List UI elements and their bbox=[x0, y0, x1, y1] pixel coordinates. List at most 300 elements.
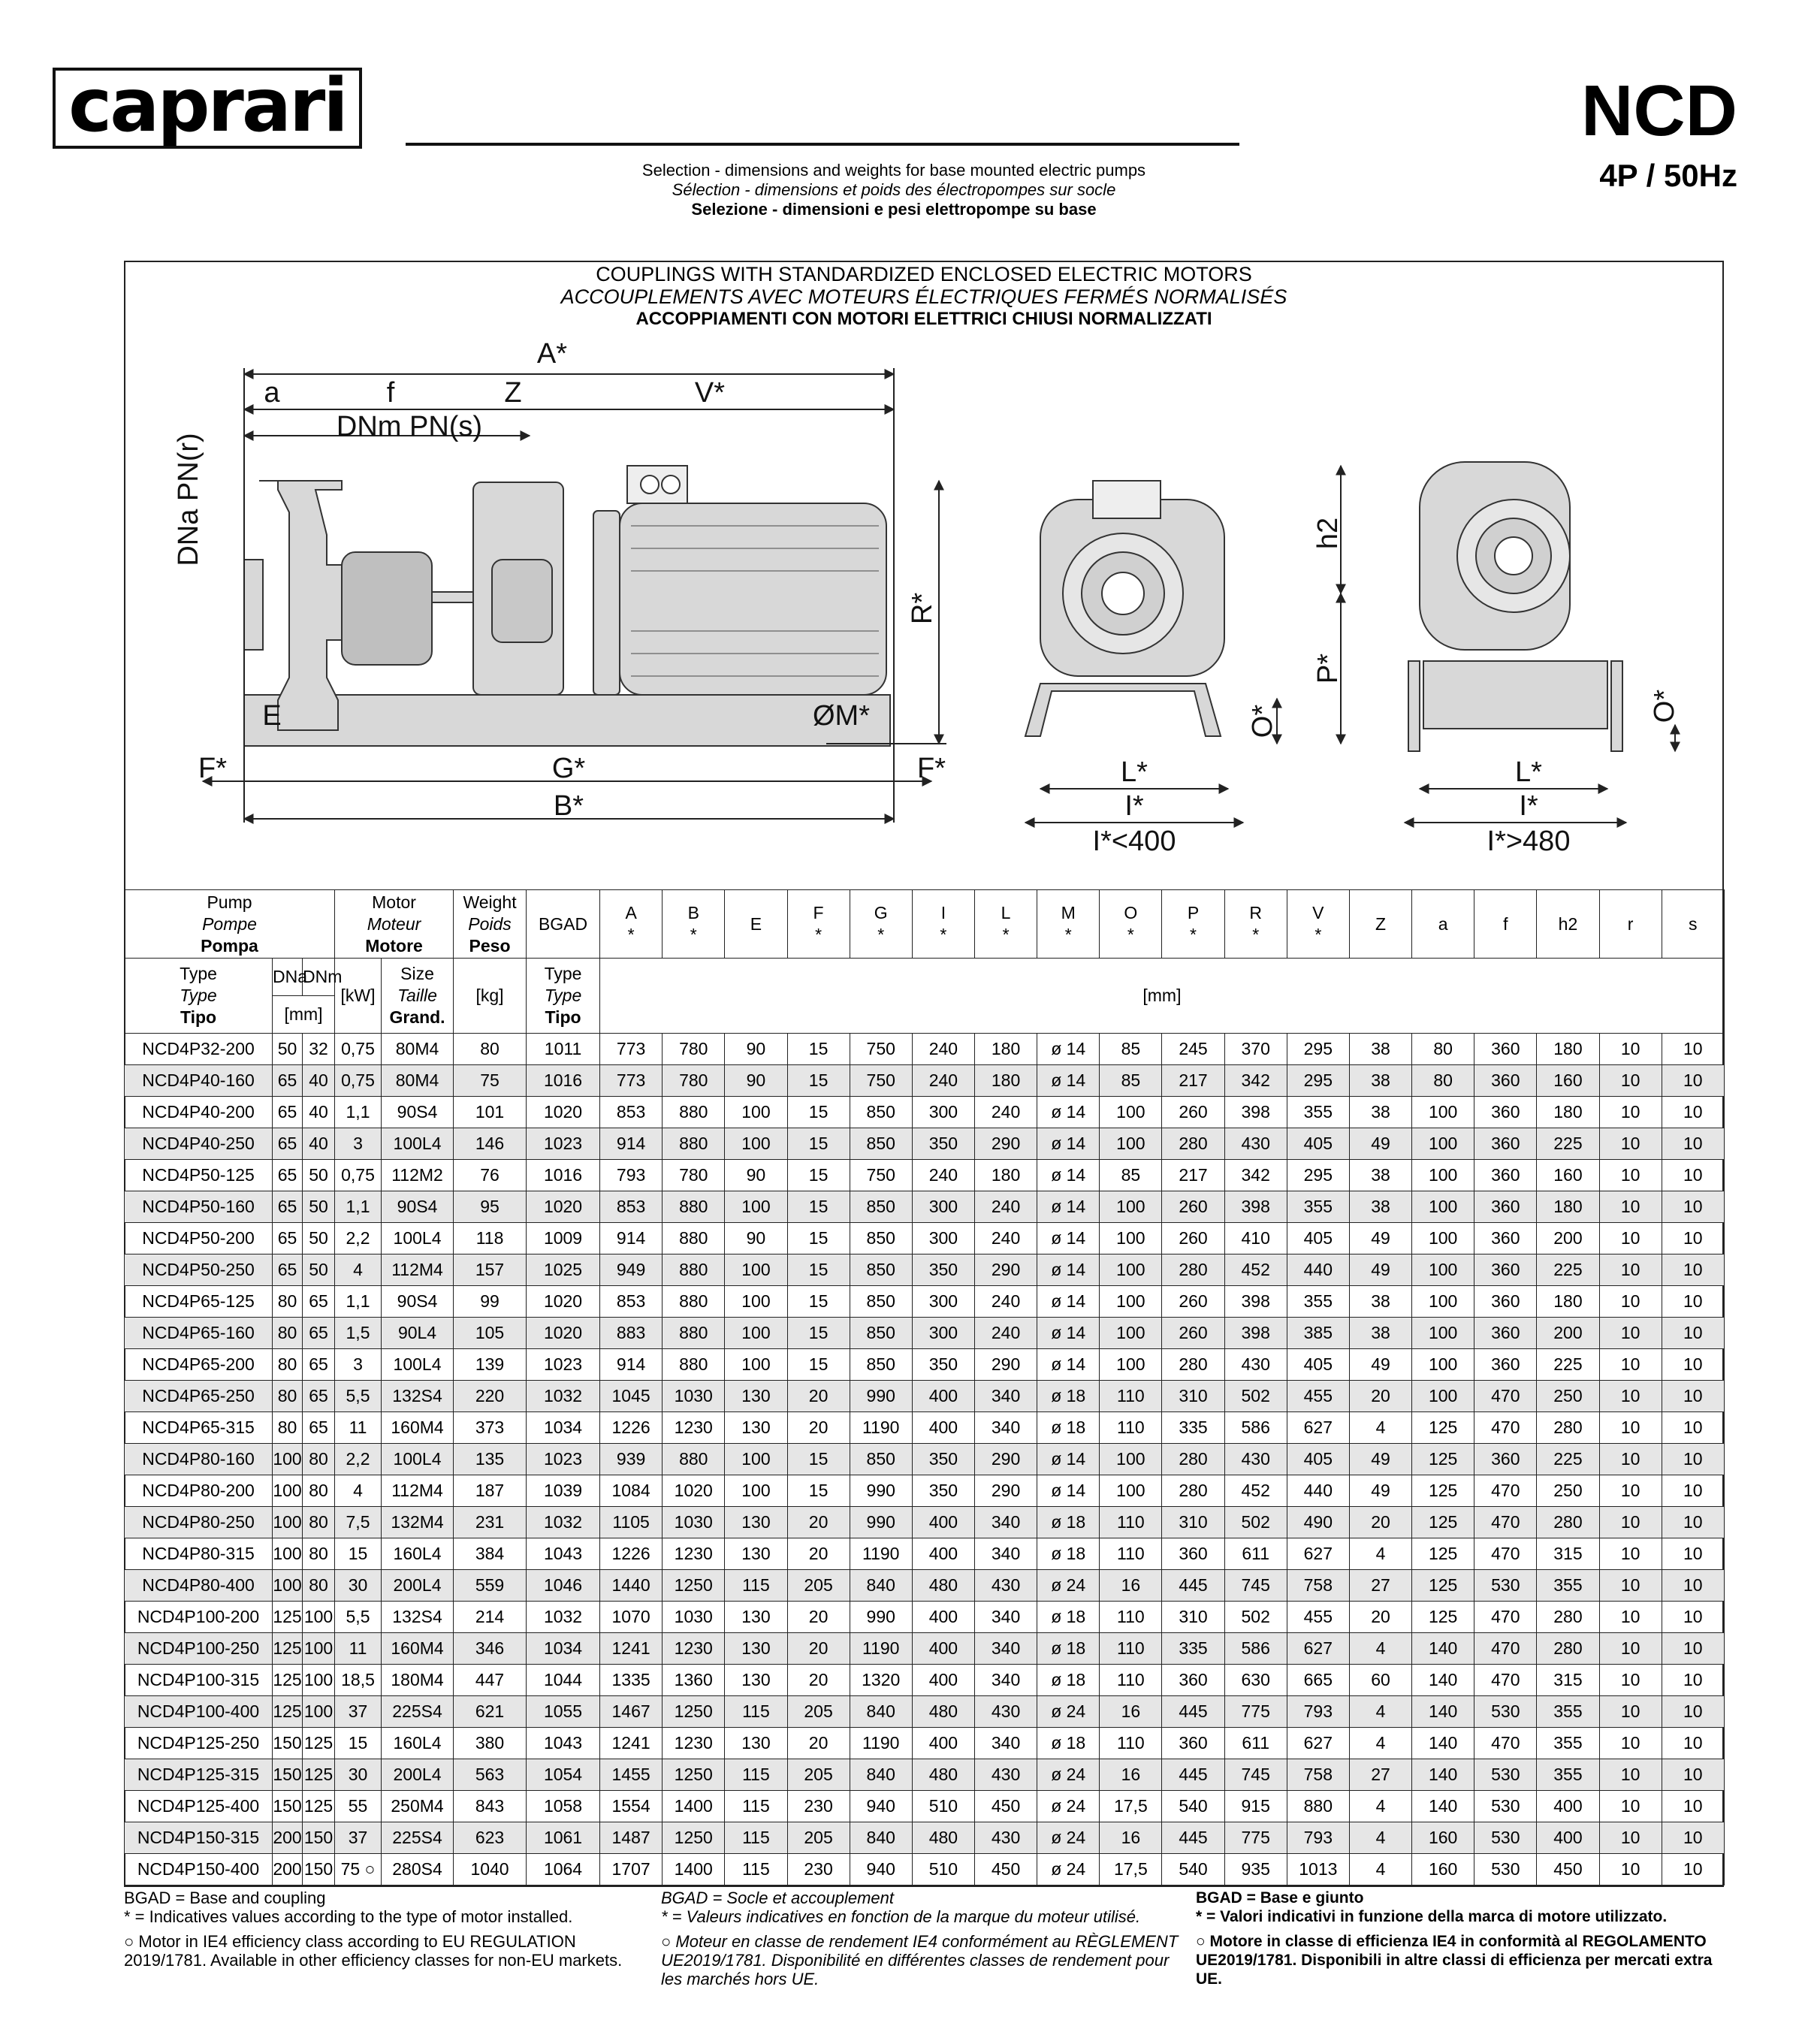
table-cell: 470 bbox=[1474, 1412, 1537, 1444]
table-cell: ø 14 bbox=[1037, 1475, 1100, 1507]
table-cell: 853 bbox=[600, 1286, 663, 1318]
table-cell: 290 bbox=[974, 1475, 1037, 1507]
footer-it bbox=[1196, 1889, 1725, 1988]
header-motor-fr: Moteur bbox=[367, 913, 421, 934]
table-cell: ø 24 bbox=[1037, 1570, 1100, 1602]
table-row bbox=[125, 1286, 1725, 1318]
header-motor-it: Motore bbox=[365, 935, 423, 956]
label-L-large: L* bbox=[1515, 756, 1542, 788]
header-kg: [kg] bbox=[454, 959, 527, 1034]
table-cell: 101 bbox=[454, 1097, 527, 1128]
table-row bbox=[125, 1128, 1725, 1160]
table-cell: 360 bbox=[1474, 1034, 1537, 1065]
table-cell: 1025 bbox=[527, 1254, 600, 1286]
table-cell: 80 bbox=[273, 1412, 303, 1444]
table-cell: 125 bbox=[273, 1633, 303, 1665]
table-cell: 10 bbox=[1662, 1349, 1724, 1381]
table-cell: 90 bbox=[725, 1223, 787, 1254]
baseplate bbox=[244, 695, 890, 746]
table-cell: 16 bbox=[1100, 1570, 1162, 1602]
table-cell: 470 bbox=[1474, 1475, 1537, 1507]
table-cell: 15 bbox=[787, 1097, 850, 1128]
table-cell: 180 bbox=[1537, 1286, 1599, 1318]
table-cell: 30 bbox=[335, 1759, 382, 1791]
table-cell: 16 bbox=[1100, 1822, 1162, 1854]
table-cell: 180 bbox=[1537, 1191, 1599, 1223]
table-cell: 915 bbox=[1224, 1791, 1287, 1822]
table-cell: 100 bbox=[1412, 1286, 1474, 1318]
table-cell: 80 bbox=[303, 1444, 335, 1475]
table-cell: 563 bbox=[454, 1759, 527, 1791]
table-cell: ø 14 bbox=[1037, 1128, 1100, 1160]
pump-type-cell: NCD4P100-200 bbox=[125, 1602, 273, 1633]
table-cell: 125 bbox=[273, 1602, 303, 1633]
table-cell: 132M4 bbox=[382, 1507, 454, 1538]
table-cell: 1241 bbox=[600, 1728, 663, 1759]
table-cell: 1230 bbox=[663, 1538, 725, 1570]
table-cell: 3 bbox=[335, 1349, 382, 1381]
table-cell: ø 14 bbox=[1037, 1065, 1100, 1097]
dim-star: * bbox=[1252, 925, 1260, 944]
table-cell: 1034 bbox=[527, 1412, 600, 1444]
table-row bbox=[125, 1065, 1725, 1097]
header-dim-i bbox=[912, 890, 974, 959]
table-cell: 50 bbox=[273, 1034, 303, 1065]
table-cell: 5,5 bbox=[335, 1381, 382, 1412]
table-cell: 240 bbox=[912, 1034, 974, 1065]
couplings-title bbox=[451, 263, 1397, 331]
table-cell: 110 bbox=[1100, 1412, 1162, 1444]
table-cell: 260 bbox=[1162, 1191, 1224, 1223]
table-cell: 100 bbox=[1412, 1223, 1474, 1254]
table-cell: 11 bbox=[335, 1412, 382, 1444]
table-cell: 490 bbox=[1287, 1507, 1349, 1538]
table-cell: 1045 bbox=[600, 1381, 663, 1412]
table-cell: 300 bbox=[912, 1318, 974, 1349]
table-cell: 115 bbox=[725, 1822, 787, 1854]
table-cell: 340 bbox=[974, 1633, 1037, 1665]
table-cell: 850 bbox=[850, 1286, 912, 1318]
header-pump-fr: Pompe bbox=[202, 913, 257, 934]
table-cell: 217 bbox=[1162, 1160, 1224, 1191]
table-cell: ø 14 bbox=[1037, 1318, 1100, 1349]
header-dim-o bbox=[1100, 890, 1162, 959]
caprari-logo bbox=[53, 63, 362, 149]
table-cell: 10 bbox=[1662, 1759, 1724, 1791]
table-cell: 745 bbox=[1224, 1570, 1287, 1602]
table-row bbox=[125, 1507, 1725, 1538]
table-row bbox=[125, 1223, 1725, 1254]
dim-star: * bbox=[940, 925, 947, 944]
table-cell: 95 bbox=[454, 1191, 527, 1223]
table-cell: 85 bbox=[1100, 1034, 1162, 1065]
table-cell: 80 bbox=[1412, 1034, 1474, 1065]
table-cell: 10 bbox=[1662, 1381, 1724, 1412]
table-row bbox=[125, 1097, 1725, 1128]
table-cell: 38 bbox=[1349, 1318, 1411, 1349]
table-cell: 139 bbox=[454, 1349, 527, 1381]
table-cell: 260 bbox=[1162, 1097, 1224, 1128]
table-cell: 400 bbox=[1537, 1791, 1599, 1822]
header-dim-s bbox=[1662, 890, 1724, 959]
table-cell: 225 bbox=[1537, 1349, 1599, 1381]
dim-label: r bbox=[1627, 913, 1634, 934]
table-cell: 10 bbox=[1662, 1854, 1724, 1885]
table-cell: 115 bbox=[725, 1696, 787, 1728]
table-cell: 502 bbox=[1224, 1602, 1287, 1633]
table-cell: 20 bbox=[787, 1412, 850, 1444]
table-cell: 10 bbox=[1662, 1444, 1724, 1475]
table-cell: 405 bbox=[1287, 1128, 1349, 1160]
table-cell: 10 bbox=[1662, 1128, 1724, 1160]
table-cell: 140 bbox=[1412, 1665, 1474, 1696]
pump-type-cell: NCD4P40-200 bbox=[125, 1097, 273, 1128]
table-row bbox=[125, 1696, 1725, 1728]
table-cell: 360 bbox=[1474, 1128, 1537, 1160]
pump-type-cell: NCD4P80-315 bbox=[125, 1538, 273, 1570]
table-cell: 4 bbox=[1349, 1854, 1411, 1885]
subtitle-fr: Sélection - dimensions et poids des électropompes sur socle bbox=[672, 180, 1116, 199]
table-cell: 949 bbox=[600, 1254, 663, 1286]
table-cell: 758 bbox=[1287, 1759, 1349, 1791]
dim-label: F bbox=[813, 903, 824, 922]
table-cell: 90 bbox=[725, 1160, 787, 1191]
table-cell: 180 bbox=[974, 1065, 1037, 1097]
table-cell: 10 bbox=[1599, 1728, 1662, 1759]
table-cell: 20 bbox=[787, 1381, 850, 1412]
table-cell: 1058 bbox=[527, 1791, 600, 1822]
footer-en-ie4: ○ Motor in IE4 efficiency class according to EU REGULATION 2019/1781. Available in other efficiency classes for non-EU markets. bbox=[124, 1932, 623, 1970]
table-cell: 10 bbox=[1599, 1602, 1662, 1633]
table-cell: ø 24 bbox=[1037, 1791, 1100, 1822]
table-cell: 4 bbox=[335, 1475, 382, 1507]
table-cell: 627 bbox=[1287, 1412, 1349, 1444]
table-cell: 315 bbox=[1537, 1538, 1599, 1570]
table-cell: 49 bbox=[1349, 1254, 1411, 1286]
table-cell: 65 bbox=[303, 1318, 335, 1349]
table-cell: 853 bbox=[600, 1191, 663, 1223]
header-pump bbox=[125, 890, 335, 959]
table-cell: 350 bbox=[912, 1128, 974, 1160]
table-cell: 360 bbox=[1474, 1097, 1537, 1128]
table-cell: 240 bbox=[974, 1191, 1037, 1223]
label-B: B* bbox=[553, 790, 584, 822]
table-cell: 4 bbox=[1349, 1538, 1411, 1570]
table-cell: 914 bbox=[600, 1349, 663, 1381]
table-cell: 1360 bbox=[663, 1665, 725, 1696]
table-cell: ø 18 bbox=[1037, 1507, 1100, 1538]
header-dim-g bbox=[850, 890, 912, 959]
table-cell: 430 bbox=[974, 1759, 1037, 1791]
pump-type-cell: NCD4P65-160 bbox=[125, 1318, 273, 1349]
table-cell: 20 bbox=[1349, 1602, 1411, 1633]
table-cell: 780 bbox=[663, 1160, 725, 1191]
table-cell: 20 bbox=[787, 1507, 850, 1538]
table-cell: 355 bbox=[1537, 1759, 1599, 1791]
table-cell: 7,5 bbox=[335, 1507, 382, 1538]
table-cell: 85 bbox=[1100, 1160, 1162, 1191]
table-cell: 10 bbox=[1599, 1759, 1662, 1791]
table-cell: 1,1 bbox=[335, 1097, 382, 1128]
table-cell: 1020 bbox=[527, 1318, 600, 1349]
table-cell: 115 bbox=[725, 1759, 787, 1791]
table-cell: 758 bbox=[1287, 1570, 1349, 1602]
pump-type-cell: NCD4P150-315 bbox=[125, 1822, 273, 1854]
header-dim-l bbox=[974, 890, 1037, 959]
table-cell: 355 bbox=[1537, 1570, 1599, 1602]
table-cell: 40 bbox=[303, 1065, 335, 1097]
header-dim-v bbox=[1287, 890, 1349, 959]
table-cell: 300 bbox=[912, 1223, 974, 1254]
table-cell: 205 bbox=[787, 1822, 850, 1854]
table-cell: 400 bbox=[912, 1633, 974, 1665]
table-cell: 360 bbox=[1474, 1223, 1537, 1254]
table-cell: 10 bbox=[1662, 1160, 1724, 1191]
table-cell: 100 bbox=[1100, 1223, 1162, 1254]
couplings-title-fr: ACCOUPLEMENTS AVEC MOTEURS ÉLECTRIQUES FERMÉS NORMALISÉS bbox=[560, 285, 1287, 308]
table-cell: 80M4 bbox=[382, 1065, 454, 1097]
table-cell: 10 bbox=[1599, 1696, 1662, 1728]
table-cell: 335 bbox=[1162, 1633, 1224, 1665]
table-cell: 627 bbox=[1287, 1633, 1349, 1665]
table-cell: 430 bbox=[1224, 1128, 1287, 1160]
table-cell: 295 bbox=[1287, 1160, 1349, 1191]
table-cell: 880 bbox=[1287, 1791, 1349, 1822]
table-cell: 65 bbox=[303, 1286, 335, 1318]
table-row bbox=[125, 1381, 1725, 1412]
table-row bbox=[125, 1538, 1725, 1570]
header-dim-p bbox=[1162, 890, 1224, 959]
table-cell: 100 bbox=[725, 1097, 787, 1128]
table-cell: 65 bbox=[303, 1412, 335, 1444]
table-cell: 480 bbox=[912, 1570, 974, 1602]
table-cell: 65 bbox=[273, 1254, 303, 1286]
table-cell: 10 bbox=[1662, 1728, 1724, 1759]
table-cell: 355 bbox=[1537, 1728, 1599, 1759]
table-cell: 20 bbox=[787, 1728, 850, 1759]
table-cell: 65 bbox=[273, 1128, 303, 1160]
label-dna: DNa PN(r) bbox=[173, 433, 204, 566]
dim-star: * bbox=[815, 925, 823, 944]
header-dim-a bbox=[600, 890, 663, 959]
table-cell: 125 bbox=[303, 1759, 335, 1791]
table-cell: 40 bbox=[303, 1097, 335, 1128]
table-cell: 110 bbox=[1100, 1507, 1162, 1538]
table-cell: 100 bbox=[303, 1602, 335, 1633]
table-row bbox=[125, 1791, 1725, 1822]
table-cell: 1016 bbox=[527, 1065, 600, 1097]
table-cell: 10 bbox=[1599, 1191, 1662, 1223]
table-cell: 100 bbox=[1100, 1444, 1162, 1475]
label-a: a bbox=[264, 377, 280, 409]
table-cell: 125 bbox=[1412, 1507, 1474, 1538]
table-row bbox=[125, 1570, 1725, 1602]
table-cell: 4 bbox=[335, 1254, 382, 1286]
table-cell: 502 bbox=[1224, 1381, 1287, 1412]
table-cell: 100 bbox=[1412, 1381, 1474, 1412]
table-row bbox=[125, 1602, 1725, 1633]
header-dim-e bbox=[725, 890, 787, 959]
table-cell: 130 bbox=[725, 1728, 787, 1759]
table-cell: 850 bbox=[850, 1191, 912, 1223]
dimension-drawing bbox=[125, 338, 1723, 888]
table-cell: 10 bbox=[1662, 1318, 1724, 1349]
table-cell: 340 bbox=[974, 1412, 1037, 1444]
header-type-fr: Type bbox=[180, 986, 217, 1005]
table-cell: 450 bbox=[1537, 1854, 1599, 1885]
table-cell: 1320 bbox=[850, 1665, 912, 1696]
table-cell: 38 bbox=[1349, 1065, 1411, 1097]
table-cell: 280 bbox=[1537, 1412, 1599, 1444]
table-cell: 10 bbox=[1662, 1191, 1724, 1223]
table-cell: 480 bbox=[912, 1696, 974, 1728]
table-cell: 355 bbox=[1287, 1191, 1349, 1223]
table-cell: 340 bbox=[974, 1507, 1037, 1538]
table-cell: 90L4 bbox=[382, 1318, 454, 1349]
table-cell: 100 bbox=[273, 1507, 303, 1538]
table-cell: 340 bbox=[974, 1381, 1037, 1412]
table-cell: 100 bbox=[1100, 1318, 1162, 1349]
table-cell: 775 bbox=[1224, 1822, 1287, 1854]
coupling bbox=[492, 560, 552, 642]
table-cell: 125 bbox=[1412, 1538, 1474, 1570]
table-cell: 1250 bbox=[663, 1570, 725, 1602]
table-cell: 455 bbox=[1287, 1381, 1349, 1412]
table-row bbox=[125, 1728, 1725, 1759]
table-cell: 15 bbox=[787, 1160, 850, 1191]
table-cell: 611 bbox=[1224, 1538, 1287, 1570]
table-cell: 250M4 bbox=[382, 1791, 454, 1822]
table-cell: 160 bbox=[1537, 1160, 1599, 1191]
table-cell: 15 bbox=[787, 1065, 850, 1097]
table-cell: 773 bbox=[600, 1065, 663, 1097]
table-cell: 90 bbox=[725, 1065, 787, 1097]
table-cell: 398 bbox=[1224, 1191, 1287, 1223]
table-cell: 125 bbox=[273, 1696, 303, 1728]
table-cell: 360 bbox=[1162, 1665, 1224, 1696]
table-cell: 80 bbox=[273, 1318, 303, 1349]
table-row bbox=[125, 1759, 1725, 1791]
table-cell: 245 bbox=[1162, 1034, 1224, 1065]
table-cell: 586 bbox=[1224, 1633, 1287, 1665]
table-cell: 15 bbox=[335, 1538, 382, 1570]
table-cell: 125 bbox=[1412, 1570, 1474, 1602]
table-cell: 990 bbox=[850, 1507, 912, 1538]
table-cell: 200 bbox=[273, 1854, 303, 1885]
table-cell: 880 bbox=[663, 1444, 725, 1475]
table-cell: 310 bbox=[1162, 1381, 1224, 1412]
table-cell: 10 bbox=[1599, 1665, 1662, 1696]
header-dim-f bbox=[787, 890, 850, 959]
table-cell: 200L4 bbox=[382, 1570, 454, 1602]
table-cell: 110 bbox=[1100, 1728, 1162, 1759]
table-cell: 10 bbox=[1662, 1034, 1724, 1065]
table-cell: 1190 bbox=[850, 1538, 912, 1570]
table-cell: 10 bbox=[1662, 1570, 1724, 1602]
header-bgad-type-it: Tipo bbox=[545, 1007, 581, 1027]
table-cell: 990 bbox=[850, 1475, 912, 1507]
table-cell: 1105 bbox=[600, 1507, 663, 1538]
table-cell: 510 bbox=[912, 1854, 974, 1885]
table-cell: 205 bbox=[787, 1759, 850, 1791]
table-cell: 290 bbox=[974, 1444, 1037, 1475]
table-cell: 340 bbox=[974, 1665, 1037, 1696]
table-cell: ø 24 bbox=[1037, 1759, 1100, 1791]
table-cell: 4 bbox=[1349, 1412, 1411, 1444]
table-cell: 793 bbox=[1287, 1822, 1349, 1854]
pump-type-cell: NCD4P80-160 bbox=[125, 1444, 273, 1475]
table-cell: 780 bbox=[663, 1065, 725, 1097]
table-cell: 280 bbox=[1162, 1254, 1224, 1286]
table-cell: 150 bbox=[303, 1854, 335, 1885]
table-cell: 27 bbox=[1349, 1759, 1411, 1791]
table-cell: 49 bbox=[1349, 1444, 1411, 1475]
table-cell: 455 bbox=[1287, 1602, 1349, 1633]
pump-bearing bbox=[342, 552, 432, 665]
header-mm: [mm] bbox=[600, 959, 1725, 1034]
table-cell: 300 bbox=[912, 1191, 974, 1223]
table-cell: 130 bbox=[725, 1665, 787, 1696]
table-cell: 405 bbox=[1287, 1223, 1349, 1254]
table-cell: 342 bbox=[1224, 1065, 1287, 1097]
table-cell: 100 bbox=[725, 1349, 787, 1381]
table-cell: 230 bbox=[787, 1854, 850, 1885]
table-cell: 38 bbox=[1349, 1097, 1411, 1128]
table-cell: 10 bbox=[1599, 1475, 1662, 1507]
dim-label: I bbox=[940, 903, 946, 922]
label-I-small: I* bbox=[1124, 790, 1144, 822]
table-cell: 205 bbox=[787, 1696, 850, 1728]
table-cell: 1707 bbox=[600, 1854, 663, 1885]
table-cell: 350 bbox=[912, 1444, 974, 1475]
header-bgad-type-fr: Type bbox=[544, 986, 582, 1005]
table-cell: 1030 bbox=[663, 1507, 725, 1538]
table-cell: 793 bbox=[600, 1160, 663, 1191]
table-cell: 140 bbox=[1412, 1633, 1474, 1665]
table-row bbox=[125, 1349, 1725, 1381]
header-pump-en: Pump bbox=[207, 892, 252, 912]
table-cell: 100 bbox=[273, 1538, 303, 1570]
table-cell: 430 bbox=[974, 1822, 1037, 1854]
table-cell: 10 bbox=[1599, 1034, 1662, 1065]
table-cell: 100 bbox=[725, 1286, 787, 1318]
header-dim-r-small bbox=[1599, 890, 1662, 959]
table-cell: 360 bbox=[1162, 1538, 1224, 1570]
table-cell: 49 bbox=[1349, 1128, 1411, 1160]
table-cell: 880 bbox=[663, 1097, 725, 1128]
table-cell: 140 bbox=[1412, 1791, 1474, 1822]
table-cell: 100L4 bbox=[382, 1444, 454, 1475]
table-cell: 400 bbox=[912, 1602, 974, 1633]
table-cell: 350 bbox=[912, 1349, 974, 1381]
header-weight-it: Peso bbox=[469, 935, 511, 956]
front-view-large bbox=[1408, 462, 1622, 751]
table-cell: 90S4 bbox=[382, 1097, 454, 1128]
table-cell: 230 bbox=[787, 1791, 850, 1822]
label-F-left: F* bbox=[198, 753, 227, 784]
table-row bbox=[125, 1475, 1725, 1507]
pump-type-cell: NCD4P125-400 bbox=[125, 1791, 273, 1822]
table-cell: 0,75 bbox=[335, 1034, 382, 1065]
footer-en-bgad: BGAD = Base and coupling bbox=[124, 1889, 326, 1907]
table-cell: 405 bbox=[1287, 1349, 1349, 1381]
table-cell: 470 bbox=[1474, 1538, 1537, 1570]
table-cell: 100 bbox=[1412, 1160, 1474, 1191]
table-cell: 160L4 bbox=[382, 1728, 454, 1759]
table-cell: 100 bbox=[1100, 1097, 1162, 1128]
table-cell: 132S4 bbox=[382, 1381, 454, 1412]
table-cell: 1032 bbox=[527, 1602, 600, 1633]
